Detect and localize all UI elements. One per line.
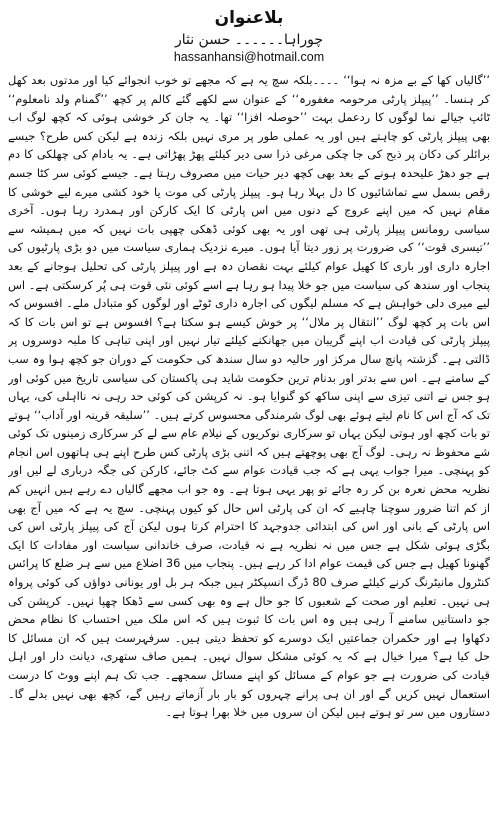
article-paragraph: ’’گالیاں کھا کے بے مزہ نہ ہوا‘‘ ۔۔۔۔بلکہ سچ یہ ہے کہ مجھے تو خوب انجوائے کیا اور مدتوں بعد کھل کر ہنسا۔ ’’پیپلز پارٹی مرحومہ مغفورہ‘‘ کے عنوان سے لکھے گئے کالم پر کچھ ’’گمنام ولد نامعلوم‘‘ ٹائپ جیالے نما لوگوں کا ردعمل بہت ’’حوصلہ افزا‘‘ تھا۔ یہ جان کر خوشی ہوئی کہ کچھ لوگ اب بھی پیپلز پارٹی کو چاہتے ہیں اور یہ عملی طور پر مری نہیں بلکہ زندہ ہے لیکن کس طرح؟ جیسے برائلر کی دکان پر ذبح کی جا چکی مرغی ذرا سی دیر کیلئے پھڑ پھڑاتی ہے۔ یہ بادام کی چھلکی کا دم ہے جو دھڑ علیحدہ ہونے کے بعد بھی کچھ دیر حیات میں مصروف رہتا ہے۔ جیسے کوئی سر کٹا جسم رقص بسمل سے تماشائیوں کا دل بہلا رہا ہو۔ پیپلز پارٹی کی موت یا خود کشی میرے لیے خوشی کا مقام نہیں کہ میں اپنے عروج کے دنوں میں اس پارٹی کا ایک کارکن اور ہمدرد رہا ہوں۔ <box>8 73 490 218</box>
article-paragraph: وہ جو اب مجھے گالیاں دے رہے ہیں انہیں کم از کم اتنا ضرور سوچنا چاہیے کہ ان کی پارٹی اس حال کو کیوں پہنچی۔ سچ یہ ہے کہ میں آج بھی اس پارٹی کے بانی اور اس کی ابتدائی جدوجہد کا احترام کرتا ہوں لیکن آج کی پیپلز پارٹی اس کی بگڑی ہوئی شکل ہے جس میں نہ نظریہ ہے نہ قیادت، صرف خاندانی سیاست اور مفادات کا ایک گھنونا کھیل ہے جس کی قیمت عوام ادا کر رہے ہیں۔ <box>8 482 490 571</box>
article-body <box>8 71 490 809</box>
article-paragraph: ’’سلیقہ قرینہ اور آداب‘‘ ہوتے تو بات کچھ اور ہوتی لیکن یہاں تو سرکاری نوکریوں کے نیلام عام سے لے کر سرکاری زمینوں تک کوئی شے محفوظ نہ رہی۔ لوگ آج بھی پوچھتے ہیں کہ اتنی بڑی پارٹی کس طرح اپنے ہی ہاتھوں اس انجام کو پہنچی۔ میرا جواب یہی ہے کہ جب قیادت عوام سے کٹ جائے، کارکن کی جگہ درباری لے لیں اور نظریہ محض نعرہ بن کر رہ جائے تو پھر یہی ہوتا ہے۔ <box>8 407 490 497</box>
article-paragraph: آخری سیاسی رومانس پیپلز پارٹی ہی تھی اور یہ بھی کوئی ڈھکی چھپی بات نہیں کہ میں ہمیشہ سے ’’تیسری قوت‘‘ کی ضرورت پر زور دیتا آیا ہوں۔ میرے نزدیک ہماری سیاست میں دو بڑی پارٹیوں کی اجارہ داری اور باری کا کھیل عوام کیلئے بہت نقصان دہ ہے اور پیپلز پارٹی کی تحلیل ہوجانے کے بعد پنجاب اور سندھ کی سیاست میں جو خلا پیدا ہو رہا ہے اسے کوئی نئی قوت ہی پُر کرسکتی ہے۔ اس لیے میری دلی خواہش ہے کہ مسلم لیگوں کی اجارہ داری ٹوٹے اور لوگوں کو متبادل ملے۔ <box>8 203 490 311</box>
author-email[interactable]: hassanhansi@hotmail.com <box>173 50 325 64</box>
article-paragraph: سرفہرست ہیں کہ ان مسائل کا حل کیا ہے؟ میرا خیال ہے کہ یہ کوئی مشکل سوال نہیں۔ ہمیں صاف ستھری، دیانت دار اور اہل قیادت کی ضرورت ہے جو عوام کے مسائل کو اپنے مسائل سمجھے۔ جب تک ہم اپنے ووٹ کا درست استعمال نہیں کریں گے اور ان ہی پرانے چہروں کو بار بار آزماتے رہیں گے، کچھ بھی نہیں بدلے گا۔ دستاروں میں سر تو ہوتے ہیں لیکن ان سروں میں خلا بھرا ہوتا ہے۔ <box>8 630 490 720</box>
article-paragraph: افسوس کہ اس بات پر کچھ لوگ ’’انتقال پر ملال‘‘ پر خوش کیسے ہو سکتا ہے؟ افسوس ہے تو اس بات کا کہ پیپلز پارٹی کی قیادت اب اپنے گریبان میں جھانکنے کیلئے تیار نہیں اور اپنی تباہی کا ملبہ دوسروں پر ڈالتی ہے۔ گزشتہ پانچ سال مرکز اور حالیہ دو سال سندھ کی حکومت کے دوران جو کچھ ہوا وہ سب کے سامنے ہے۔ اس سے بدتر اور بدنام ترین حکومت شاید ہی پاکستان کی سیاسی تاریخ میں کوئی اور ہو جس نے اتنی تیزی سے اپنی ساکھ کو گنوایا ہو۔ نہ کرپشن کی کوئی حد رہی نہ نااہلی کی، یہاں تک کہ آج اس کا نام لیتے ہوئے بھی لوگ شرمندگی محسوس کرتے ہیں۔ <box>8 296 490 422</box>
article-paragraph: پنجاب میں 36 اضلاع میں سے ہر ضلع کا پرائس کنٹرول مانیٹرنگ کرنے کیلئے صرف 80 ڈرگ انسپکٹر ہیں جبکہ ہر بل اور یونانی دواؤں کی کوئی پرواہ ہی نہیں۔ تعلیم اور صحت کے شعبوں کا جو حال ہے وہ بھی کسی سے ڈھکا چھپا نہیں۔ کرپشن کی جو داستانیں سامنے آ رہی ہیں وہ اس بات کا ثبوت ہیں کہ اس ملک میں احتساب کا نظام محض دکھاوا ہے اور حکمران جماعتیں ایک دوسرے کو تحفظ دیتی ہیں۔ <box>8 556 490 645</box>
author-byline: چوراہا۔۔۔۔۔۔ حسن نثار <box>174 32 324 48</box>
column-title: بلاعنوان <box>214 8 284 28</box>
